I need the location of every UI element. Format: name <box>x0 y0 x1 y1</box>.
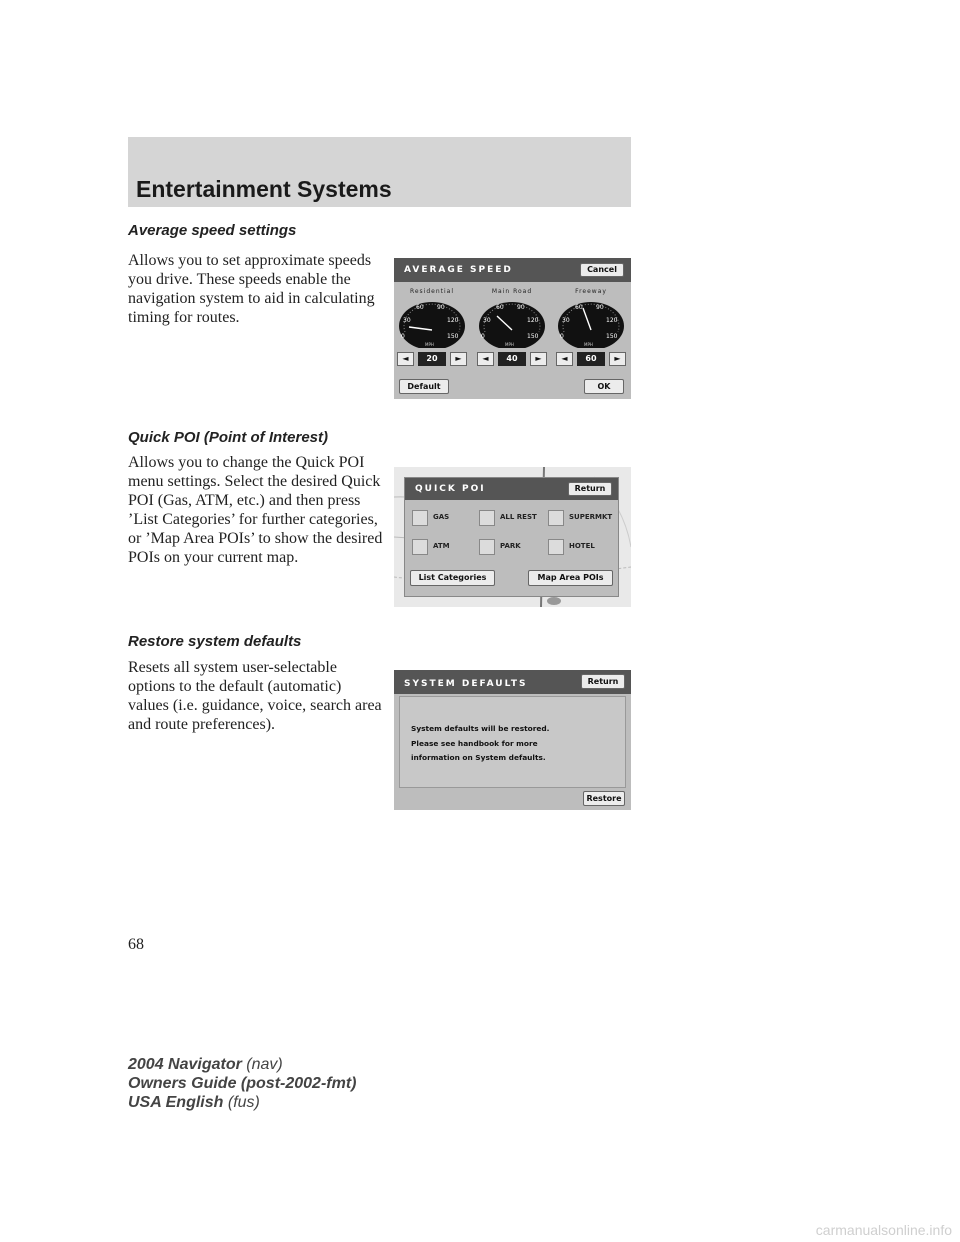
tick-0: 0 <box>560 333 564 340</box>
poi-checkbox[interactable] <box>479 510 495 526</box>
system-defaults-screen <box>394 670 631 810</box>
poi-option-supermkt[interactable] <box>548 510 613 526</box>
tick-60: 60 <box>416 304 424 311</box>
message-line: information on System defaults. <box>411 753 546 762</box>
poi-label: PARK <box>500 542 521 550</box>
footer-line-2 <box>128 1074 356 1093</box>
gauge-label-freeway: Freeway <box>575 288 607 295</box>
return-button[interactable]: Return <box>581 674 625 689</box>
poi-option-gas[interactable] <box>412 510 474 526</box>
tick-30: 30 <box>483 317 491 324</box>
tick-150: 150 <box>606 333 618 340</box>
average-speed-text: Allows you to set approximate speeds you drive. These speeds enable the navigation system to aid in calculating timing for routes. <box>128 252 375 326</box>
average-speed-screen <box>394 258 631 399</box>
tick-60: 60 <box>496 304 504 311</box>
decrease-arrow-button[interactable]: ◄ <box>477 352 494 366</box>
tick-150: 150 <box>527 333 539 340</box>
unit-label: MPH <box>505 342 514 347</box>
poi-checkbox[interactable] <box>412 539 428 555</box>
decrease-arrow-button[interactable]: ◄ <box>556 352 573 366</box>
footer-line-3 <box>128 1093 356 1112</box>
message-line: System defaults will be restored. <box>411 724 550 733</box>
poi-option-park[interactable] <box>479 539 541 555</box>
watermark-text: carmanualsonline.info <box>815 1222 952 1238</box>
tick-120: 120 <box>527 317 539 324</box>
gauge-label-main-road: Main Road <box>491 288 533 295</box>
tick-60: 60 <box>575 304 583 311</box>
tick-150: 150 <box>447 333 459 340</box>
poi-option-hotel[interactable] <box>548 539 610 555</box>
tick-120: 120 <box>606 317 618 324</box>
main-road-speed-value: 40 <box>498 352 526 366</box>
return-button[interactable]: Return <box>568 482 612 496</box>
freeway-speed-stepper <box>556 352 626 366</box>
message-line: Please see handbook for more <box>411 739 538 748</box>
residential-speed-stepper <box>397 352 467 366</box>
footer-line-1 <box>128 1055 356 1074</box>
tick-30: 30 <box>403 317 411 324</box>
screen-title: AVERAGE SPEED <box>404 265 513 275</box>
ok-button[interactable]: OK <box>584 379 624 394</box>
poi-label: HOTEL <box>569 542 595 550</box>
footer-model-code: (nav) <box>246 1056 283 1073</box>
default-button[interactable]: Default <box>399 379 449 394</box>
increase-arrow-button[interactable]: ► <box>450 352 467 366</box>
increase-arrow-button[interactable]: ► <box>530 352 547 366</box>
footer-language-code: (fus) <box>227 1094 260 1111</box>
tick-0: 0 <box>401 333 405 340</box>
poi-checkbox[interactable] <box>479 539 495 555</box>
message-area <box>399 696 626 788</box>
restore-button[interactable]: Restore <box>583 791 625 806</box>
average-speed-heading: Average speed settings <box>128 222 297 239</box>
restore-defaults-heading: Restore system defaults <box>128 633 302 650</box>
tick-90: 90 <box>596 304 604 311</box>
quick-poi-text: Allows you to change the Quick POI menu settings. Select the desired Quick POI (Gas, ATM, etc.) and then press ’List Categories’ for further categories, or ’Map Area POIs’ to show the desired POIs on your current map. <box>128 454 383 566</box>
tick-90: 90 <box>517 304 525 311</box>
speed-gauge-freeway <box>556 296 626 348</box>
poi-checkbox[interactable] <box>548 539 564 555</box>
tick-0: 0 <box>481 333 485 340</box>
quick-poi-screen <box>404 477 619 597</box>
unit-label: MPH <box>425 342 434 347</box>
tick-90: 90 <box>437 304 445 311</box>
screen-title: QUICK POI <box>415 484 486 494</box>
list-categories-button[interactable]: List Categories <box>410 570 495 586</box>
speed-gauge-main-road <box>477 296 547 348</box>
quick-poi-heading: Quick POI (Point of Interest) <box>128 429 329 446</box>
poi-option-all-rest[interactable] <box>479 510 541 526</box>
map-area-pois-button[interactable]: Map Area POIs <box>528 570 613 586</box>
freeway-speed-value: 60 <box>577 352 605 366</box>
poi-checkbox[interactable] <box>412 510 428 526</box>
main-road-speed-stepper <box>477 352 547 366</box>
poi-checkbox[interactable] <box>548 510 564 526</box>
poi-label: GAS <box>433 513 450 521</box>
tick-120: 120 <box>447 317 459 324</box>
decrease-arrow-button[interactable]: ◄ <box>397 352 414 366</box>
poi-label: SUPERMKT <box>569 513 613 521</box>
poi-option-atm[interactable] <box>412 539 474 555</box>
footer-language: USA English <box>128 1094 224 1111</box>
page-header-title: Entertainment Systems <box>136 176 392 202</box>
footer-guide: Owners Guide (post-2002-fmt) <box>128 1075 357 1092</box>
page-number: 68 <box>128 936 144 953</box>
restore-defaults-text: Resets all system user-selectable options to the default (automatic) values (i.e. guidance, voice, search area and route preferences). <box>128 659 382 733</box>
unit-label: MPH <box>584 342 593 347</box>
poi-label: ATM <box>433 542 450 550</box>
increase-arrow-button[interactable]: ► <box>609 352 626 366</box>
speed-gauge-residential <box>397 296 467 348</box>
residential-speed-value: 20 <box>418 352 446 366</box>
document-footer <box>128 1055 356 1112</box>
cancel-button[interactable]: Cancel <box>580 263 624 277</box>
poi-label: ALL REST <box>500 513 537 521</box>
gauge-label-residential: Residential <box>409 288 455 295</box>
tick-30: 30 <box>562 317 570 324</box>
screen-title: SYSTEM DEFAULTS <box>404 679 528 689</box>
footer-model: 2004 Navigator <box>128 1056 242 1073</box>
